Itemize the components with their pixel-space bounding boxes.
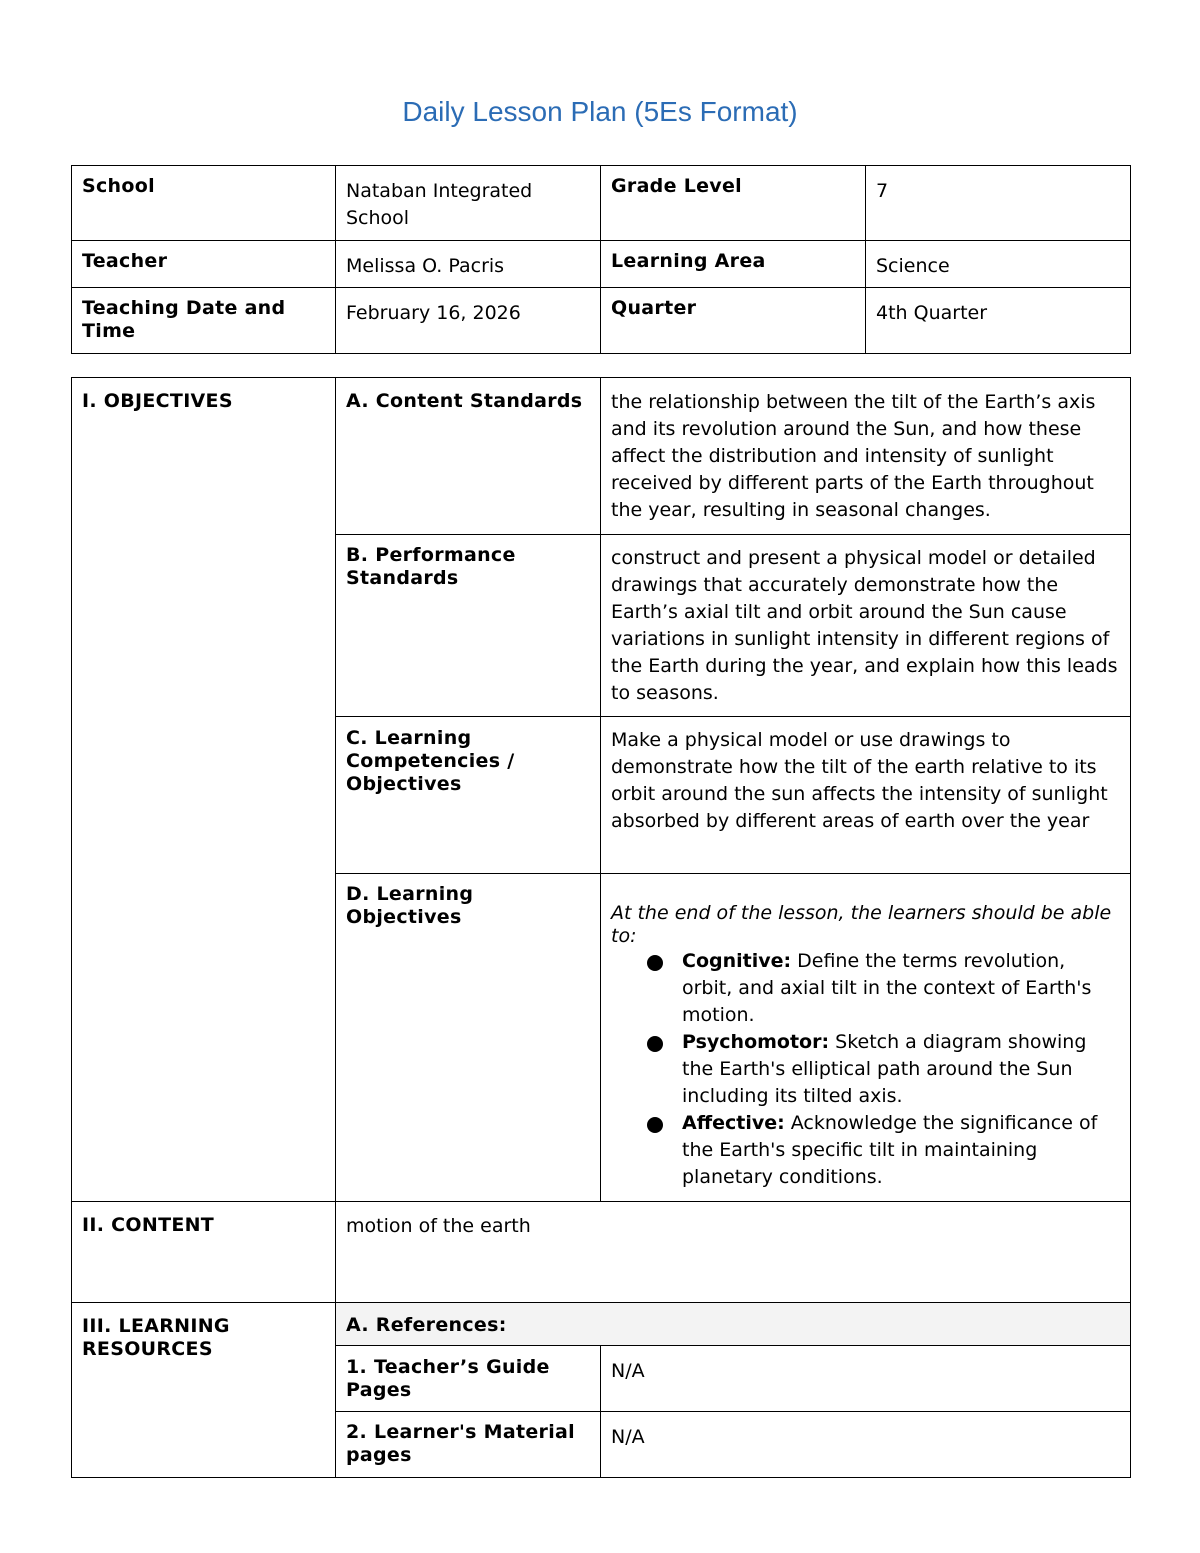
learning-objectives-cell bbox=[601, 874, 1131, 1202]
learning-objectives-list bbox=[611, 948, 1120, 1191]
lesson-plan-table bbox=[71, 377, 1131, 1478]
learners-material-label: 2. Learner's Material pages bbox=[336, 1412, 601, 1478]
resources-section-label: III. LEARNING RESOURCES bbox=[72, 1303, 336, 1478]
objective-item-cognitive bbox=[637, 948, 1120, 1029]
header-row-teacher bbox=[72, 241, 1131, 288]
school-label: School bbox=[72, 166, 336, 241]
learning-area-label: Learning Area bbox=[601, 241, 866, 288]
objective-term: Cognitive: bbox=[682, 950, 792, 972]
row-content-standards bbox=[72, 378, 1131, 535]
content-section-label: II. CONTENT bbox=[72, 1202, 336, 1303]
learning-objectives-label: D. Learning Objectives bbox=[336, 874, 601, 1202]
learning-area-value: Science bbox=[866, 241, 1131, 288]
performance-standards-label: B. Performance Standards bbox=[336, 535, 601, 717]
objective-text: Sketch a diagram showing the Earth's elliptical path around the Sun including its tilted axis. bbox=[682, 1031, 1087, 1107]
objective-term: Psychomotor: bbox=[682, 1031, 830, 1053]
bullet-icon bbox=[647, 1036, 663, 1052]
bullet-icon bbox=[647, 955, 663, 971]
header-info-table bbox=[71, 165, 1131, 354]
quarter-value: 4th Quarter bbox=[866, 288, 1131, 354]
quarter-label: Quarter bbox=[601, 288, 866, 354]
bullet-icon bbox=[647, 1117, 663, 1133]
teacher-value: Melissa O. Pacris bbox=[336, 241, 601, 288]
grade-level-label: Grade Level bbox=[601, 166, 866, 241]
content-standards-text: the relationship between the tilt of the Earth’s axis and its revolution around the Sun, and how these affect the distribution and intensity of sunlight received by different parts of the Earth throughout the year, resulting in seasonal changes. bbox=[601, 378, 1131, 535]
objective-term: Affective: bbox=[682, 1112, 785, 1134]
learners-material-value: N/A bbox=[601, 1412, 1131, 1478]
objective-text: Acknowledge the significance of the Earth's specific tilt in maintaining planetary conditions. bbox=[682, 1112, 1098, 1188]
teacher-label: Teacher bbox=[72, 241, 336, 288]
learning-objectives-intro: At the end of the lesson, the learners should be able to: bbox=[611, 902, 1112, 947]
grade-level-value: 7 bbox=[866, 166, 1131, 241]
header-row-school bbox=[72, 166, 1131, 241]
content-text: motion of the earth bbox=[336, 1202, 1131, 1303]
teaching-date-label: Teaching Date and Time bbox=[72, 288, 336, 354]
objective-item-psychomotor bbox=[637, 1029, 1120, 1110]
performance-standards-text: construct and present a physical model or detailed drawings that accurately demonstrate how the Earth’s axial tilt and orbit around the Sun cause variations in sunlight intensity in different regions of the Earth during the year, and explain how this leads to seasons. bbox=[601, 535, 1131, 717]
row-content bbox=[72, 1202, 1131, 1303]
objectives-section-label: I. OBJECTIVES bbox=[72, 378, 336, 1202]
page-title: Daily Lesson Plan (5Es Format) bbox=[402, 96, 798, 127]
objective-item-affective bbox=[637, 1110, 1120, 1191]
header-row-date bbox=[72, 288, 1131, 354]
teaching-date-value: February 16, 2026 bbox=[336, 288, 601, 354]
competencies-text: Make a physical model or use drawings to demonstrate how the tilt of the earth relative to its orbit around the sun affects the intensity of sunlight absorbed by different areas of earth over the year bbox=[601, 717, 1131, 874]
teachers-guide-label: 1. Teacher’s Guide Pages bbox=[336, 1346, 601, 1412]
references-label: A. References: bbox=[336, 1303, 1131, 1346]
teachers-guide-value: N/A bbox=[601, 1346, 1131, 1412]
school-value: Nataban Integrated School bbox=[336, 166, 601, 241]
row-references bbox=[72, 1303, 1131, 1346]
content-standards-label: A. Content Standards bbox=[336, 378, 601, 535]
competencies-label: C. Learning Competencies / Objectives bbox=[336, 717, 601, 874]
objective-text: Define the terms revolution, orbit, and axial tilt in the context of Earth's motion. bbox=[682, 950, 1092, 1026]
